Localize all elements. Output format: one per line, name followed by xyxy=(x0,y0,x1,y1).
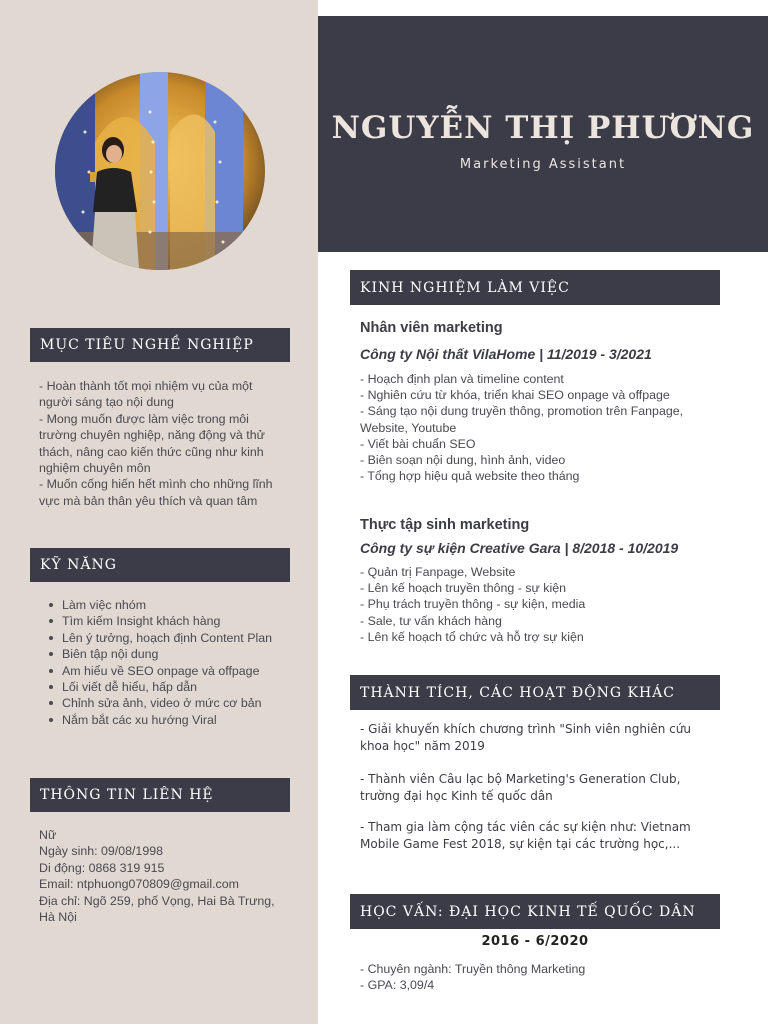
skill-item: Lối viết dễ hiểu, hấp dẫn xyxy=(62,679,287,695)
job-task: - Hoạch định plan và timeline content xyxy=(360,372,564,386)
profile-photo-illustration xyxy=(55,72,265,270)
candidate-name: NGUYỄN THỊ PHƯƠNG xyxy=(331,110,755,146)
skills-heading: KỸ NĂNG xyxy=(30,548,290,582)
skill-item: Làm việc nhóm xyxy=(62,597,287,613)
job-task: - Phụ trách truyền thông - sự kiện, media xyxy=(360,597,586,612)
contact-address: Địa chỉ: Ngõ 259, phố Vọng, Hai Bà Trưng, Hà Nội xyxy=(39,893,275,925)
job-task-list xyxy=(360,371,690,484)
job-task: - Lên kế hoạch truyền thông - sự kiện xyxy=(360,581,566,596)
skill-item: Tìm kiếm Insight khách hàng xyxy=(62,613,287,629)
education-major: - Chuyên ngành: Truyền thông Marketing xyxy=(360,962,586,976)
job-task: - Tổng hợp hiệu quả website theo tháng xyxy=(360,469,580,484)
candidate-role: Marketing Assistant xyxy=(459,157,627,172)
profile-photo xyxy=(55,72,265,270)
objective-line: - Muốn cống hiến hết mình cho những lĩnh vực mà bản thân yêu thích và quan tâm xyxy=(39,477,273,508)
job-task: - Nghiên cứu từ khóa, triển khai SEO onpage và offpage xyxy=(360,388,670,403)
contact-heading: THÔNG TIN LIÊN HỆ xyxy=(30,778,290,812)
education-heading: HỌC VẤN: ĐẠI HỌC KINH TẾ QUỐC DÂN xyxy=(350,894,720,929)
job-task: - Sale, tư vấn khách hàng xyxy=(360,613,502,628)
objective-line: - Hoàn thành tốt mọi nhiệm vụ của một người sáng tạo nội dung xyxy=(39,379,253,410)
job-company: Công ty sự kiện Creative Gara | 8/2018 - 10/2019 xyxy=(360,540,679,556)
job-task: - Sáng tạo nội dung truyền thông, promotion trên Fanpage, Website, Youtube xyxy=(360,404,684,435)
contact-birthdate: Ngày sinh: 09/08/1998 xyxy=(39,844,163,859)
skill-item: Chỉnh sửa ảnh, video ở mức cơ bản xyxy=(62,695,287,711)
skill-item: Am hiểu về SEO onpage và offpage xyxy=(62,663,287,679)
job-title: Nhân viên marketing xyxy=(360,320,503,336)
education-details xyxy=(360,961,690,994)
job-title: Thực tập sinh marketing xyxy=(360,517,530,533)
education-gpa: - GPA: 3,09/4 xyxy=(360,978,435,993)
job-task: - Biên soạn nội dung, hình ảnh, video xyxy=(360,453,566,468)
job-task: - Lên kế hoạch tổ chức và hỗ trợ sự kiện xyxy=(360,629,584,644)
skill-item: Lên ý tưởng, hoạch định Content Plan xyxy=(62,630,287,646)
skill-item: Nắm bắt các xu hướng Viral xyxy=(62,712,287,728)
achievement-item: - Giải khuyến khích chương trình "Sinh viên nghiên cứu khoa học" năm 2019 xyxy=(360,722,691,753)
contact-phone: Di động: 0868 319 915 xyxy=(39,860,165,875)
objective-text xyxy=(39,378,287,509)
job-task: - Quản trị Fanpage, Website xyxy=(360,565,516,579)
objective-line: - Mong muốn được làm việc trong môi trường chuyên nghiệp, năng động và thử thách, nâng cao kiến thức cũng như kinh nghiệm chuyên môn xyxy=(39,411,265,476)
name-banner xyxy=(318,16,768,252)
objective-heading: MỤC TIÊU NGHỀ NGHIỆP xyxy=(30,328,290,362)
contact-email: Email: ntphuong070809@gmail.com xyxy=(39,877,239,892)
contact-gender: Nữ xyxy=(39,828,57,842)
achievement-item: - Thành viên Câu lạc bộ Marketing's Generation Club, trường đại học Kinh tế quốc dân xyxy=(360,772,681,803)
skills-list xyxy=(62,597,287,728)
achievements-heading: THÀNH TÍCH, CÁC HOẠT ĐỘNG KHÁC xyxy=(350,675,720,710)
experience-heading: KINH NGHIỆM LÀM VIỆC xyxy=(350,270,720,305)
job-company: Công ty Nội thất VilaHome | 11/2019 - 3/2021 xyxy=(360,346,652,362)
job-task: - Viết bài chuẩn SEO xyxy=(360,436,476,451)
job-task-list xyxy=(360,564,690,645)
achievement-item: - Tham gia làm cộng tác viên các sự kiện như: Vietnam Mobile Game Fest 2018, sự kiện tại các trường học,... xyxy=(360,820,691,851)
skill-item: Biên tập nội dung xyxy=(62,646,287,662)
contact-info xyxy=(39,827,287,925)
education-years: 2016 - 6/2020 xyxy=(481,934,589,949)
